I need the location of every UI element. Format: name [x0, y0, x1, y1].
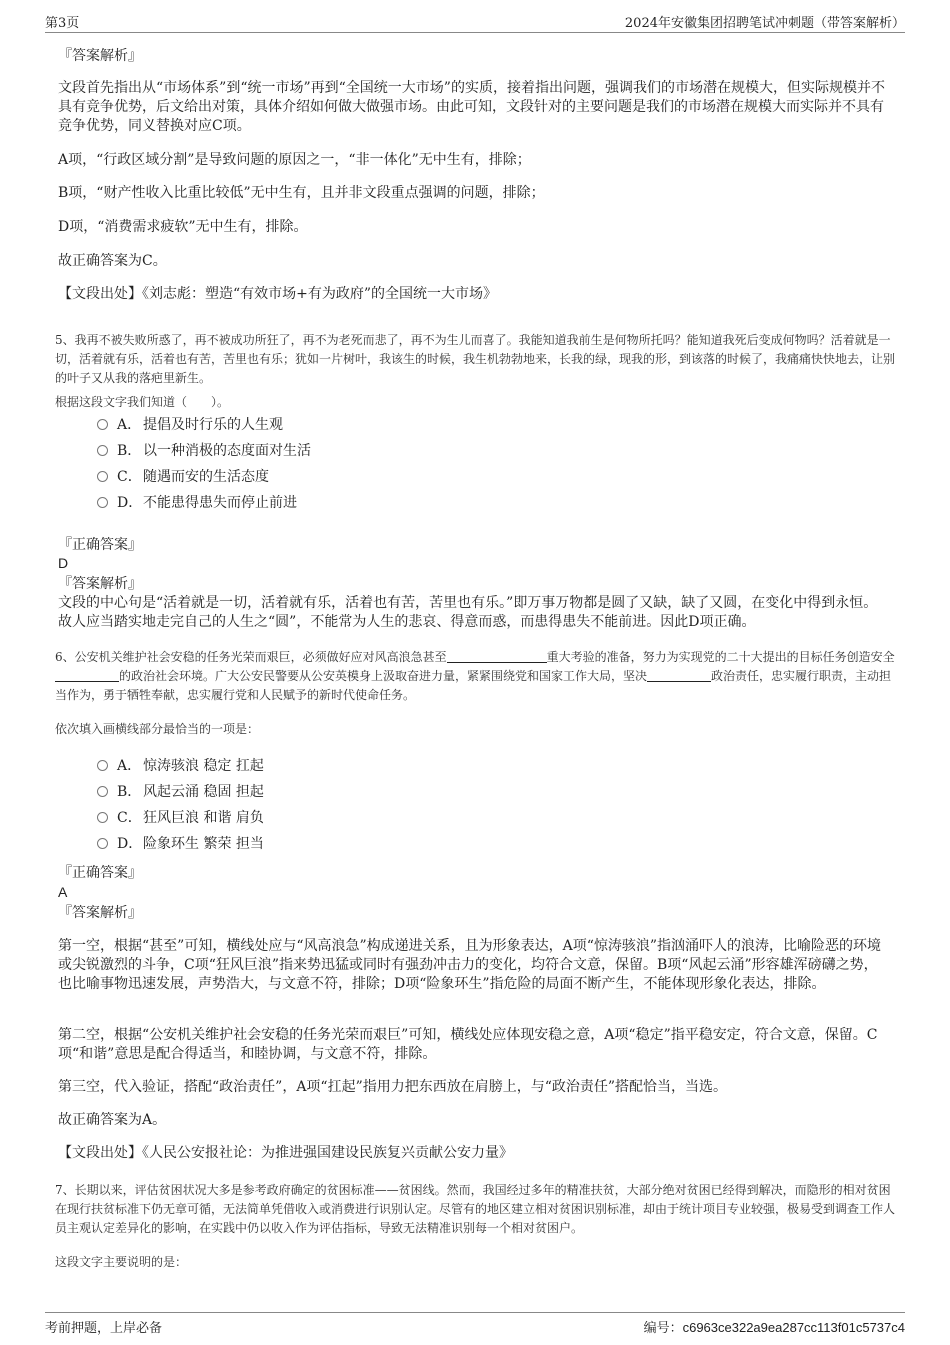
- q7-stem: 7、长期以来，评估贫困状况大多是参考政府确定的贫困标准——贫困线。然而，我国经过多年的精准扶贫，大部分绝对贫困已经得到解决，而隐形的相对贫困在现行扶贫标准下仍无章可循，无法简单凭借收入或消费进行识别认定。尽管有的地区建立相对贫困识别标准，却由于统计项目专业较强，极易受到调查工作人员主观认定差异化的影响，在实践中仍以收入作为评估指标，导致无法精准识别每一个相对贫困户。: [55, 1183, 896, 1235]
- q5-analysis: 文段的中心句是“活着就是一切，活着就有乐，活着也有苦，苦里也有乐。”即万事万物都是圆了又缺，缺了又圆，在变化中得到永恒。故人应当踏实地走完自己的人生之“圆”，不能常为人生的悲哀、得意而惑，而患得患失不能前进。因此D项正确。: [58, 595, 878, 630]
- q4-analysis-p1: 文段首先指出从“市场体系”到“统一市场”再到“全国统一大市场”的实质，接着指出问题，强调我们的市场潜在规模大，但实际规模并不具有竞争优势，后文给出对策，具体介绍如何做大做强市场。由此可知，文段针对的主要问题是我们的市场潜在规模大而实际并不具有竞争优势，同义替换对应C项。: [58, 80, 885, 134]
- q5-option-d[interactable]: D．不能患得患失而停止前进: [97, 493, 297, 513]
- q5-stem: 5、我再不被失败所惑了，再不被成功所狂了，再不为老死而悲了，再不为生儿而喜了。我能知道我前生是何物所托吗？能知道我死后变成何物吗？活着就是一切，活着就有乐，活着也有苦，苦里也有乐；犹如一片树叶，我该生的时候，我生机勃勃地来，长我的绿，现我的形，到该落的时候了，我痛痛快快地去，让别的叶子又从我的落疤里新生。: [55, 333, 896, 385]
- radio-icon[interactable]: [97, 812, 108, 823]
- page-footer: [45, 1312, 905, 1335]
- q6-source: 【文段出处】《人民公安报社论：为推进强国建设民族复兴贡献公安力量》: [58, 1145, 513, 1161]
- q4-answer-conclusion: 故正确答案为C。: [58, 253, 167, 269]
- q6-option-c[interactable]: C．狂风巨浪 和谐 肩负: [97, 808, 264, 828]
- radio-icon[interactable]: [97, 838, 108, 849]
- document-code: 编号：c6963ce322a9ea287cc113f01c5737c4: [643, 1320, 905, 1336]
- page-header: [45, 10, 905, 33]
- radio-icon[interactable]: [97, 419, 108, 430]
- footer-slogan: 考前押题，上岸必备: [45, 1321, 163, 1336]
- q6-stem: 6、公安机关维护社会安稳的任务光荣而艰巨，必须做好应对风高浪急甚至 重大考验的准备，努力为实现党的二十大提出的目标任务创造安全的政治社会环境。广大公安民警要从公安英模身上汲取奋进力量，紧紧围绕党和国家工作大局，坚决 政治责任，忠实履行职责，主动担当作为，勇于牺牲奉献，忠实履行党和人民赋予的新时代使命任务。: [55, 650, 895, 702]
- q6-answer-conclusion: 故正确答案为A。: [58, 1112, 167, 1128]
- blank-3[interactable]: [647, 669, 711, 682]
- radio-icon[interactable]: [97, 471, 108, 482]
- q6-option-b[interactable]: B． 风起云涌 稳固 担起: [97, 782, 264, 802]
- q6-answer: A: [58, 884, 68, 900]
- radio-icon[interactable]: [97, 497, 108, 508]
- radio-icon[interactable]: [97, 786, 108, 797]
- q6-prompt: 依次填入画横线部分最恰当的一项是：: [55, 722, 260, 736]
- blank-1[interactable]: [447, 650, 547, 663]
- q5-prompt: 根据这段文字我们知道（ ）。: [55, 395, 230, 409]
- radio-icon[interactable]: [97, 760, 108, 771]
- q4-analysis-p3: B项，“财产性收入比重比较低”无中生有，且并非文段重点强调的问题，排除；: [58, 185, 545, 201]
- q6-analysis-p2: 第二空，根据“公安机关维护社会安稳的任务光荣而艰巨”可知，横线处应体现安稳之意，A项“稳定”指平稳安定，符合文意，保留。C项“和谐”意思是配合得适当，和睦协调，与文意不符，排除。: [58, 1027, 878, 1062]
- document-title: 2024年安徽集团招聘笔试冲刺题（带答案解析）: [624, 16, 905, 31]
- q6-answer-label: 『正确答案』: [58, 865, 142, 881]
- q7-prompt: 这段文字主要说明的是：: [55, 1255, 188, 1269]
- q6-option-d[interactable]: D．险象环生 繁荣 担当: [97, 834, 264, 854]
- q6-analysis-p1: 第一空，根据“甚至”可知，横线处应与“风高浪急”构成递进关系，且为形象表达，A项“惊涛骇浪”指汹涌吓人的浪涛，比喻险恶的环境或尖锐激烈的斗争，C项“狂风巨浪”指来势迅猛或同时有强劲冲击力的变化，均符合文意，保留。B项“风起云涌”形容雄浑磅礴之势，也比喻事物迅速发展，声势浩大，与文意不符，排除；D项“险象环生”指危险的局面不断产生，不能体现形象化表达，排除。: [58, 938, 882, 992]
- page-number: 第3页: [45, 16, 80, 31]
- q5-answer-label: 『正确答案』: [58, 537, 142, 553]
- q5-option-a[interactable]: A． 提倡及时行乐的人生观: [97, 415, 283, 435]
- q4-analysis-label: 『答案解析』: [58, 48, 142, 64]
- blank-2[interactable]: [55, 669, 119, 682]
- radio-icon[interactable]: [97, 445, 108, 456]
- q4-source: 【文段出处】《刘志彪：塑造“有效市场+有为政府”的全国统一大市场》: [58, 286, 498, 302]
- q4-analysis-p2: A项，“行政区域分割”是导致问题的原因之一，“非一体化”无中生有，排除；: [58, 152, 531, 168]
- q6-option-a[interactable]: A． 惊涛骇浪 稳定 扛起: [97, 756, 264, 776]
- q6-analysis-label: 『答案解析』: [58, 905, 142, 921]
- q6-analysis-p3: 第三空，代入验证，搭配“政治责任”，A项“扛起”指用力把东西放在肩膀上，与“政治责任”搭配恰当，当选。: [58, 1079, 728, 1095]
- q5-analysis-label: 『答案解析』: [58, 576, 142, 592]
- q5-answer: D: [58, 555, 69, 571]
- q5-option-c[interactable]: C．随遇而安的生活态度: [97, 467, 269, 487]
- q5-option-b[interactable]: B． 以一种消极的态度面对生活: [97, 441, 311, 461]
- q4-analysis-p4: D项，“消费需求疲软”无中生有，排除。: [58, 219, 308, 235]
